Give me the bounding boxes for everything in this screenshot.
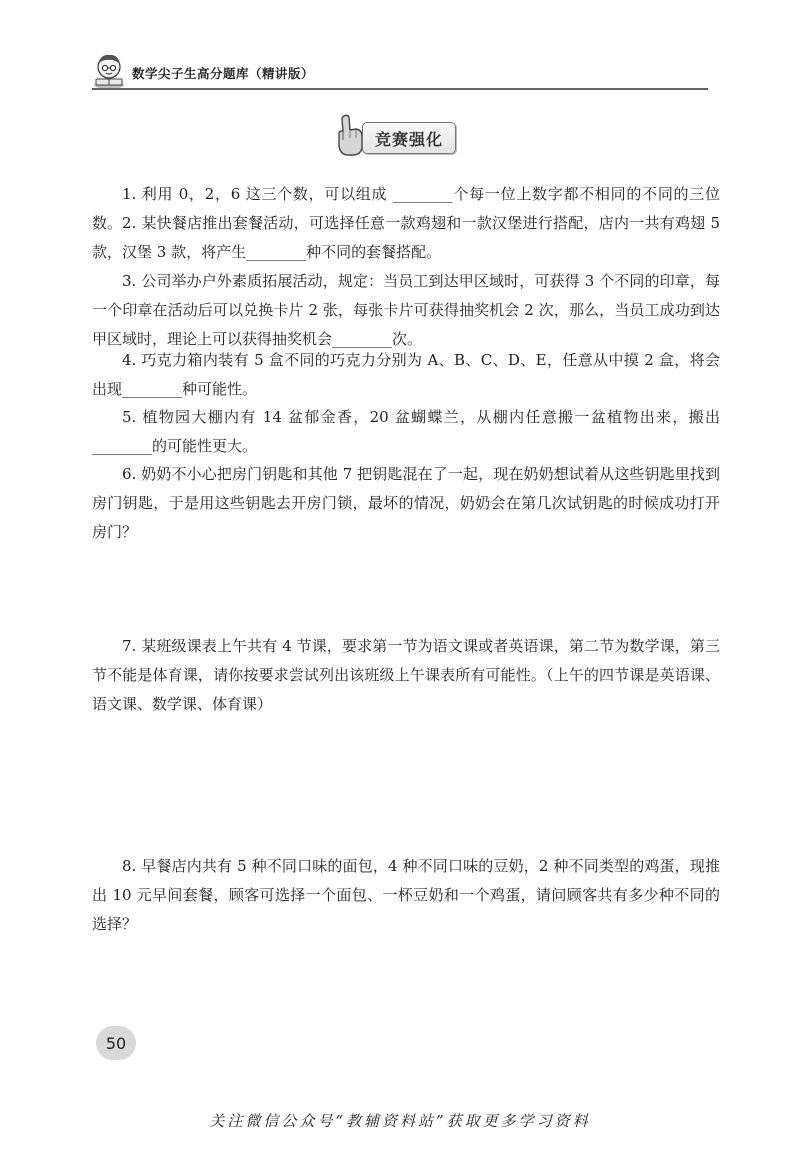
page-header: [92, 52, 732, 92]
question-1: 1. 利用 0，2，6 这三个数，可以组成 ________个每一位上数字都不相同的不同的三位数。: [92, 185, 720, 232]
section-title-box: [362, 122, 456, 154]
student-mascot-icon: [92, 52, 126, 90]
question-3: 3. 公司举办户外素质拓展活动，规定：当员工到达甲区域时，可获得 3 个不同的印章，每一个印章在活动后可以兑换卡片 2 张，每张卡片可获得抽奖机会 2 次，那么，当员工成功到达甲区域时，理论上可以获得抽奖机会________次。: [92, 272, 720, 348]
section-badge: [332, 112, 468, 158]
question-6: 6. 奶奶不小心把房门钥匙和其他 7 把钥匙混在了一起，现在奶奶想试着从这些钥匙里找到房门钥匙，于是用这些钥匙去开房门锁，最坏的情况，奶奶会在第几次试钥匙的时候成功打开房门？: [92, 465, 720, 541]
question-8: 8. 早餐店内共有 5 种不同口味的面包，4 种不同口味的豆奶，2 种不同类型的鸡蛋，现推出 10 元早间套餐，顾客可选择一个面包、一杯豆奶和一个鸡蛋，请问顾客共有多少种不同的选择？: [92, 857, 720, 933]
section-title: 竞赛强化: [374, 129, 443, 149]
page-number-badge: [96, 1026, 136, 1060]
question-7: 7. 某班级课表上午共有 4 节课，要求第一节为语文课或者英语课，第二节为数学课，第三节不能是体育课，请你按要求尝试列出该班级上午课表所有可能性。（上午的四节课是英语课、语文课、数学课、体育课）: [92, 637, 720, 713]
page-number: 50: [105, 1033, 127, 1053]
question-2: 2. 某快餐店推出套餐活动，可选择任意一款鸡翅和一款汉堡进行搭配，店内一共有鸡翅 5 款，汉堡 3 款，将产生________种不同的套餐搭配。: [92, 214, 720, 261]
footer-note: 关注微信公众号“教辅资料站”获取更多学习资料: [209, 1112, 591, 1130]
header-rule: [92, 88, 708, 90]
question-4: 4. 巧克力箱内装有 5 盒不同的巧克力分别为 A、B、C、D、E，任意从中摸 2 盒，将会出现________种可能性。: [92, 351, 720, 398]
book-title: 数学尖子生高分题库（精讲版）: [132, 66, 315, 81]
question-5: 5. 植物园大棚内有 14 盆郁金香，20 盆蝴蝶兰，从棚内任意搬一盆植物出来，搬出________的可能性更大。: [92, 408, 720, 455]
